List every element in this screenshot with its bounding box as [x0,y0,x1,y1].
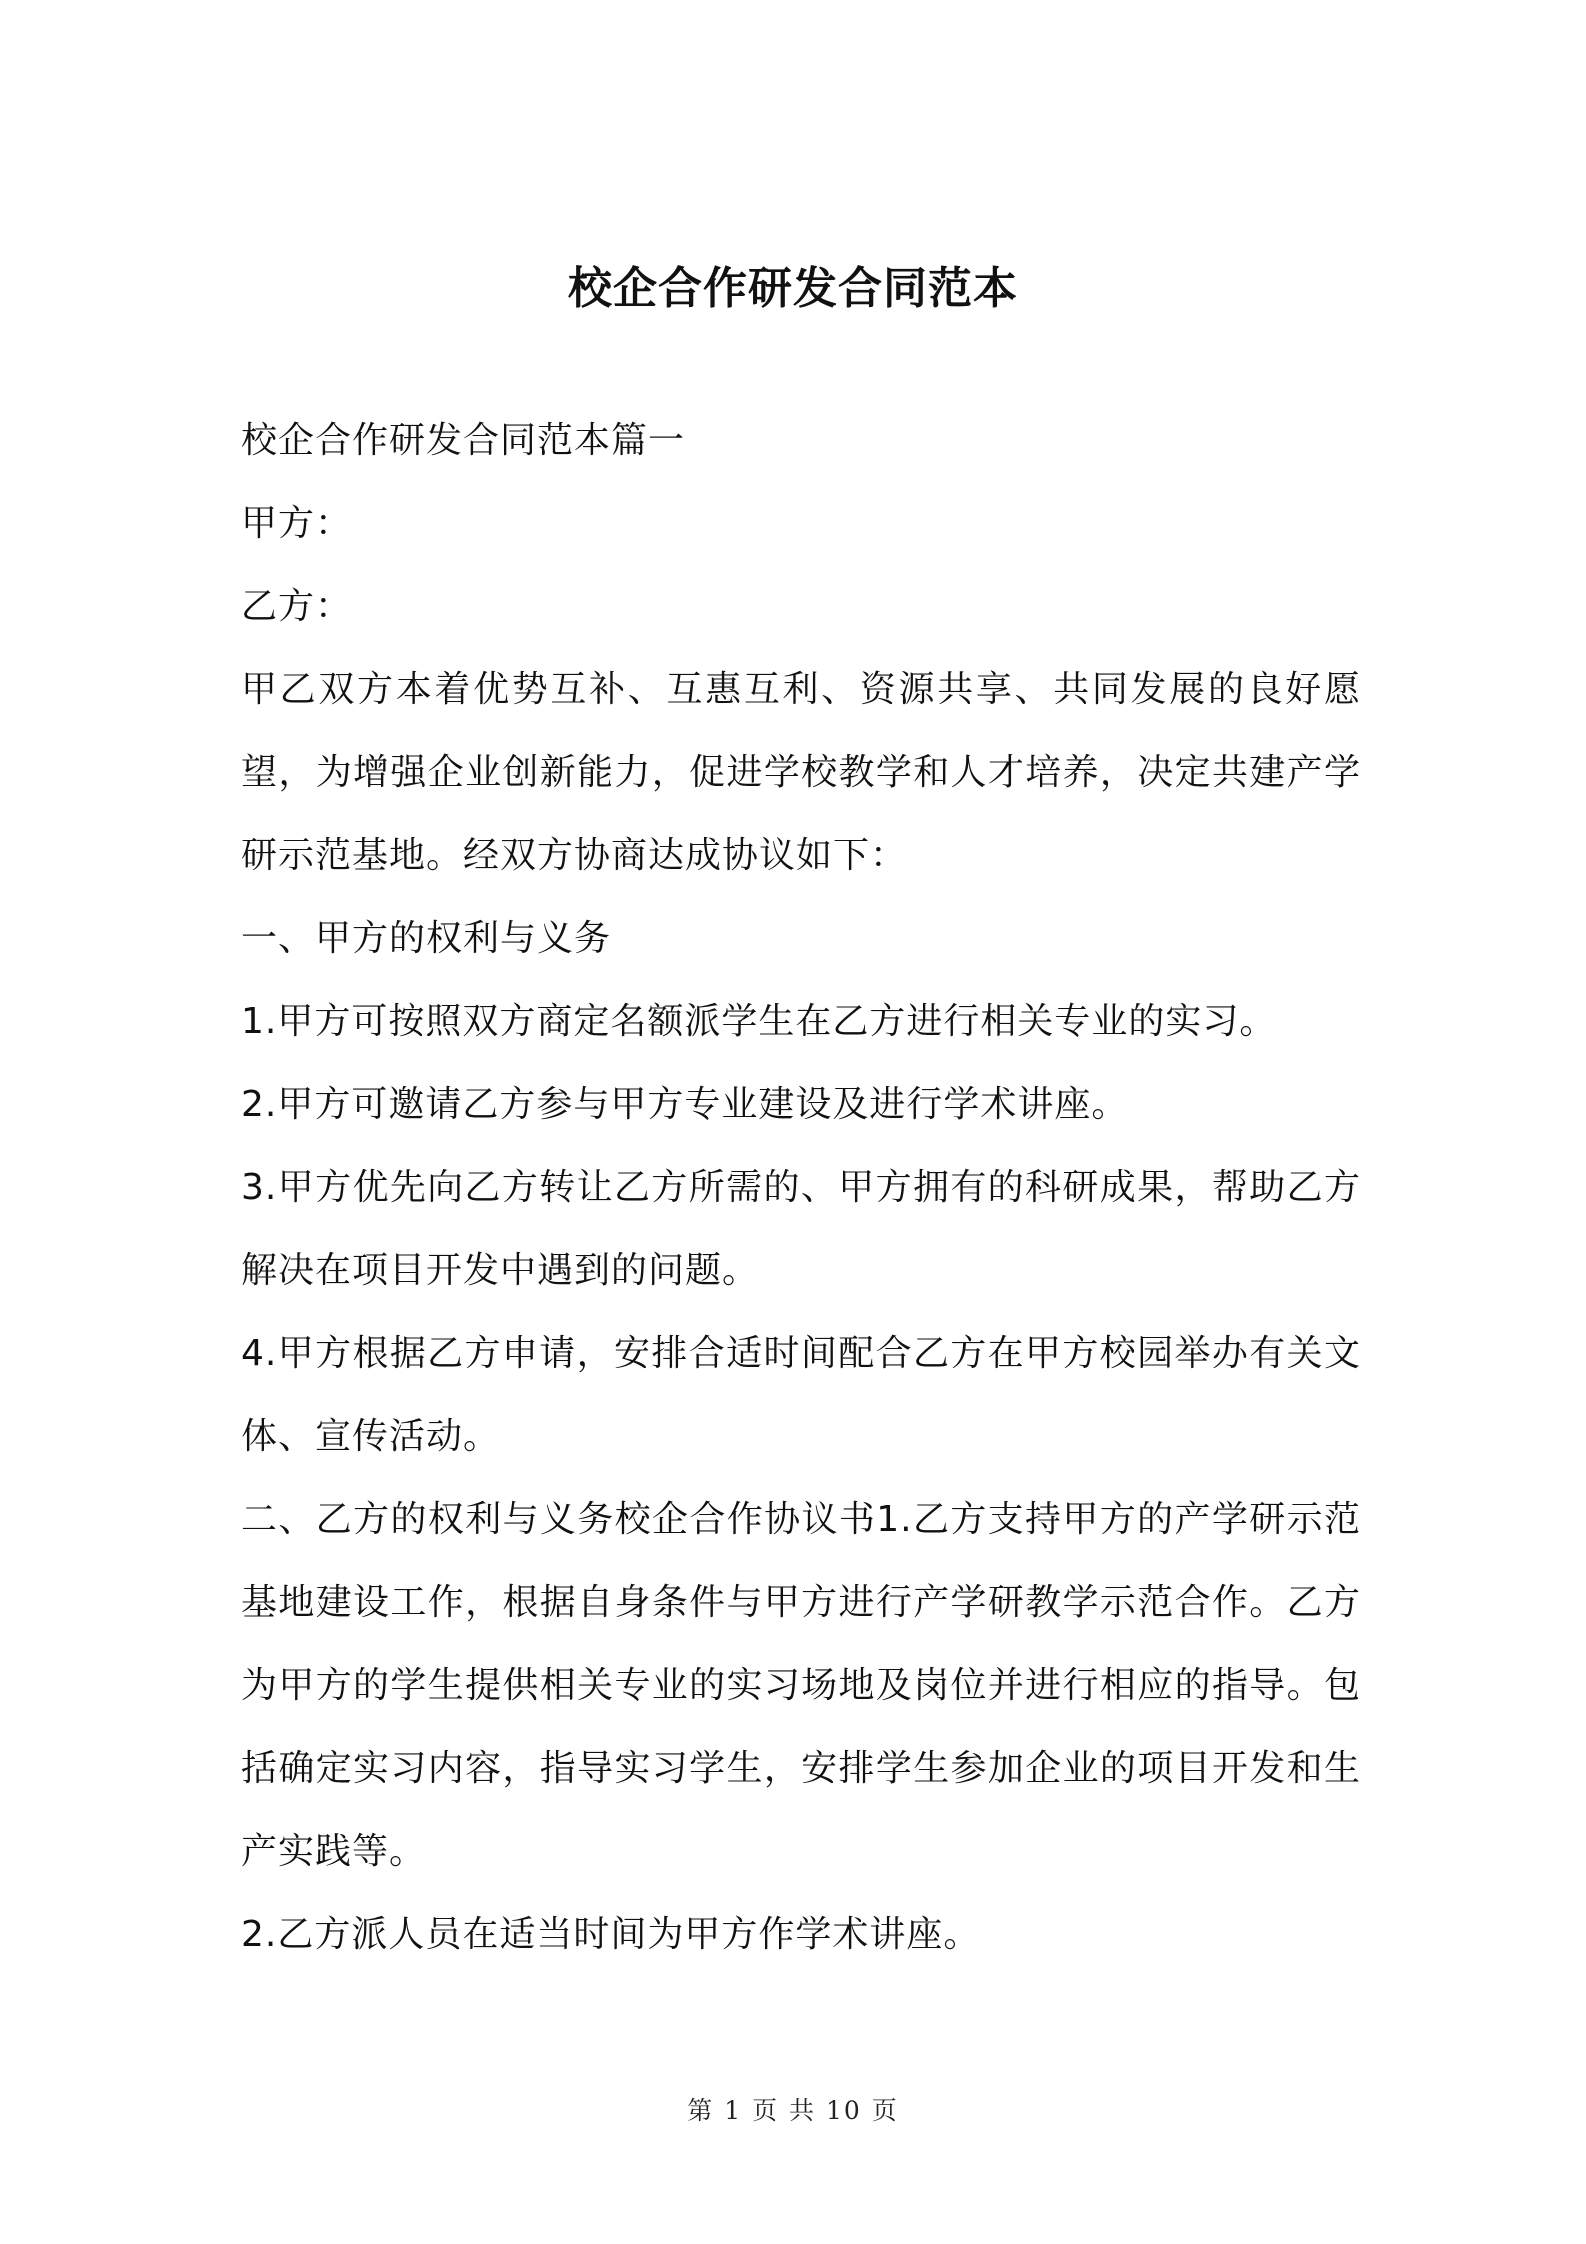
intro-paragraph: 甲乙双方本着优势互补、互惠互利、资源共享、共同发展的良好愿望，为增强企业创新能力，促进学校教学和人才培养，决定共建产学研示范基地。经双方协商达成协议如下： [241,669,1361,876]
document-title: 校企合作研发合同范本 [568,263,1018,314]
party-b-line: 乙方： [241,586,353,627]
clause-paragraph: 2.乙方派人员在适当时间为甲方作学术讲座。 [241,1914,981,1955]
clause-paragraph-party-b: 二、乙方的权利与义务校企合作协议书1.乙方支持甲方的产学研示范基地建设工作，根据自身条件与甲方进行产学研教学示范合作。乙方为甲方的学生提供相关专业的实习场地及岗位并进行相应的指导。包括确定实习内容，指导实习学生，安排学生参加企业的项目开发和生产实践等。 [241,1499,1361,1872]
section-heading: 校企合作研发合同范本篇一 [241,420,686,461]
document-body [241,399,1361,1976]
page-number-footer: 第 1 页 共 10 页 [687,2096,899,2125]
clause-paragraph: 3.甲方优先向乙方转让乙方所需的、甲方拥有的科研成果，帮助乙方解决在项目开发中遇到的问题。 [241,1167,1361,1291]
clause-heading-party-a: 一、甲方的权利与义务 [241,918,612,959]
clause-paragraph: 4.甲方根据乙方申请，安排合适时间配合乙方在甲方校园举办有关文体、宣传活动。 [241,1333,1361,1457]
clause-paragraph: 2.甲方可邀请乙方参与甲方专业建设及进行学术讲座。 [241,1084,1129,1125]
party-a-line: 甲方： [241,503,353,544]
clause-paragraph: 1.甲方可按照双方商定名额派学生在乙方进行相关专业的实习。 [241,1001,1277,1042]
